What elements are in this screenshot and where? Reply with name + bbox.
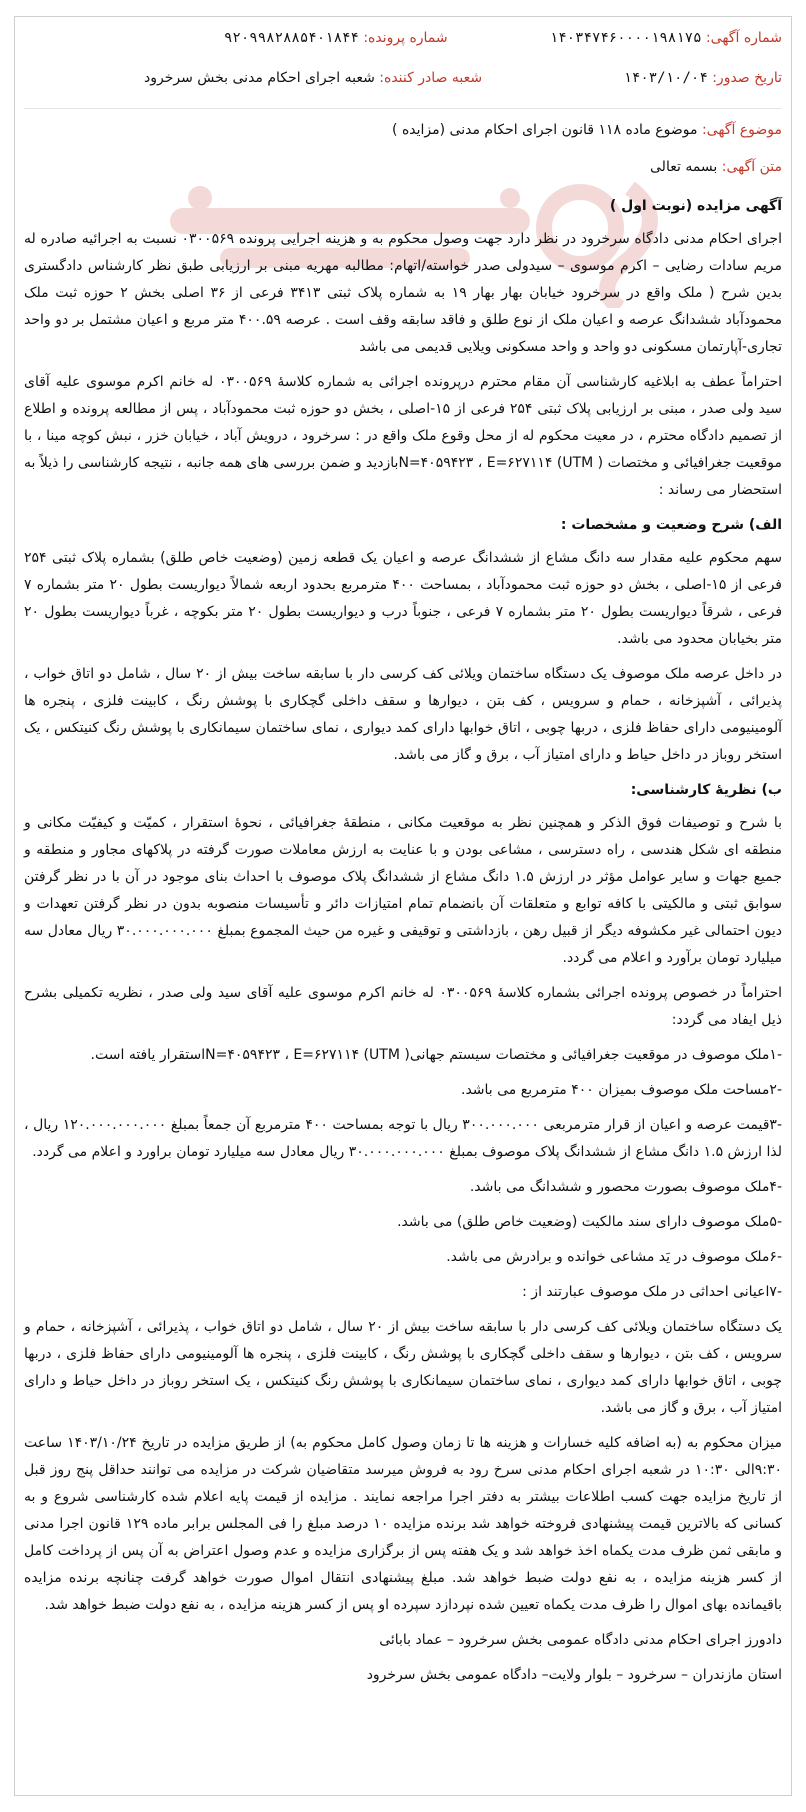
ad-title: آگهی مزایده (نوبت اول ) [609, 198, 782, 214]
issue-date: ۱۴۰۳/۱۰/۰۴ [623, 70, 708, 86]
section-heading-b: ب) نظریهٔ کارشناسی: [630, 782, 782, 798]
paragraph-supplementary: احتراماً در خصوص پرونده اجرائی بشماره کلاسهٔ ۰۳۰۰۵۶۹ له خانم اکرم موسوی علیه آقای سید ولی صدر ، نظریه تکمیلی بشرح ذیل ایفاد می گردد: [24, 985, 782, 1028]
list-item-5: -۵ملک موصوف دارای سند مالکیت (وضعیت خاص طلق) می باشد. [397, 1214, 782, 1230]
issue-date-label: تاریخ صدور: [712, 70, 782, 86]
signature-line: دادورز اجرای احکام مدنی دادگاه عمومی بخش سرخرود – عماد بابائی [379, 1632, 782, 1648]
file-number: ۹۲۰۹۹۸۲۸۸۵۴۰۱۸۴۴ [224, 30, 359, 46]
paragraph-auction-terms: میزان محکوم به (به اضافه کلیه خسارات و هزینه ها تا زمان وصول کامل محکوم به) از طریق مزایده در تاریخ ۱۴۰۳/۱۰/۲۴ ساعت ۹:۳۰الی ۱۰:۳۰ در شعبه اجرای احکام مدنی سرخ رود به فروش میرسد متقاضیان شرکت در مزایده می توانند حداقل پنج روز قبل از تاریخ مزایده جهت کسب اطلاعات بیشتر به دفتر اجرا مراجعه نمایند . مزایده از قیمت پایه اعلام شده کارشناسی شروع و به کسانی که بالاترین قیمت پیشنهادی فروخته خواهد شد برنده مزایده ۱۰ درصد مبلغ را فی المجلس برابر ماده ۱۲۹ قانون اجرا مدنی و مابقی ثمن ظرف مدت یکماه اخذ خواهد شد و یک هفته پس از برگزاری مزایده و عدم وصول اعتراض به آن پس از پرداخت کامل از کسر هزینه مزایده ، به نفع دولت ضبط خواهد شد. مبلغ پیشنهادی انتقال اموال صورت خواهد گرفت چنانچه برنده مزایده باقیمانده بهای اموال را ظرف مدت یکماه تعیین شده نپردازد سپرده او پس از کسر هزینه مزایده ، به نفع دولت ضبط خواهد شد. [24, 1435, 783, 1613]
paragraph-ownership: سهم محکوم علیه مقدار سه دانگ مشاع از ششدانگ عرصه و اعیان یک قطعه زمین (وضعیت خاص طلق) بشماره پلاک ثبتی ۲۵۴ فرعی از ۱۵-اصلی ، بخش دو حوزه ثبت محمودآباد ، بمساحت ۴۰۰ مترمربع بحدود اربعه شمالاً دیواریست بطول ۲۰ متر بشماره ۷ فرعی ، شرقاً دیواریست بطول ۲۰ متر بشماره ۷ فرعی ، جنوباً درب و دیواریست بطول ۲۰ متر بکوچه ، غرباً دیواریست بطول ۲۰ متر بخیابان محدود می باشد. [24, 550, 783, 647]
paragraph-intro: اجرای احکام مدنی دادگاه سرخرود در نظر دارد جهت وصول محکوم به و هزینه اجرایی پرونده ۰۳۰۰۵۶۹ نسبت به اجرائیه صادره له مریم سادات رضایی – اکرم موسوی – سیدولی صدر خواسته/اتهام: مطالبه مهریه مبنی بر ارزیابی طبق نظر کارشناس دادگستری بدین شرح ( ملک واقع در سرخرود خیابان بهار بهار ۱۹ به شماره پلاک ثبتی ۳۴۱۳ فرعی از ۳۶ اصلی بخش ۲ حوزه ثبت ملک محمودآباد ششدانگ عرصه و اعیان ملک از نوع طلق و فاقد سابقه وقف است . عرصه ۴۰۰.۵۹ متر مربع و اعیان مشتمل بر دو واحد تجاری-آپارتمان مسکونی دو واحد و واحد مسکونی ویلایی قدیمی می باشد [24, 231, 782, 355]
issuer-row [144, 70, 482, 86]
text-label: متن آگهی: [721, 159, 782, 175]
issuer: شعبه اجرای احکام مدنی بخش سرخرود [144, 70, 375, 86]
paragraph-building: در داخل عرصه ملک موصوف یک دستگاه ساختمان ویلائی کف کرسی دار با سابقه ساخت بیش از ۲۰ سال ، شامل دو اتاق خواب ، پذیرائی ، آشپزخانه ، حمام و سرویس ، کف بتن ، دیوارها و سقف داخلی گچکاری با پوشش رنگ ، کابینت فلزی ، پنجره ها آلومینیومی دارای حفاظ فلزی ، دربها چوبی ، اتاق خوابها دارای کمد دیواری ، نمای ساختمان سیمانکاری با پوشش رنگ کنیتکس ، یک استخر روباز در داخل حیاط و دارای امتیاز آب ، برق و گاز می باشد. [24, 666, 782, 763]
list-item-6: -۶ملک موصوف در یَد مشاعی خوانده و برادرش می باشد. [446, 1249, 782, 1265]
text-label-row [24, 154, 782, 181]
paragraph-structures: یک دستگاه ساختمان ویلائی کف کرسی دار با سابقه ساخت بیش از ۲۰ سال ، شامل دو اتاق خواب ، پذیرائی ، آشپزخانه ، حمام و سرویس ، کف بتن ، دیوارها و سقف داخلی گچکاری با پوشش رنگ ، کابینت فلزی ، پنجره ها آلومینیومی دارای حفاظ فلزی ، دربها چوبی ، اتاق خوابها دارای کمد دیواری ، نمای ساختمان سیمانکاری با پوشش رنگ کنیتکس ، یک استخر روباز در داخل حیاط و دارای امتیاز آب ، برق و گاز می باشد. [24, 1319, 782, 1416]
file-number-label: شماره پرونده: [363, 30, 448, 46]
list-item-7: -۷اعیانی احداثی در ملک موصوف عبارتند از : [522, 1284, 782, 1300]
list-item-2: -۲مساحت ملک موصوف بمیزان ۴۰۰ مترمربع می باشد. [461, 1082, 782, 1098]
address-line: استان مازندران – سرخرود – بلوار ولایت– دادگاه عمومی بخش سرخرود [366, 1667, 782, 1683]
list-item-4: -۴ملک موصوف بصورت محصور و ششدانگ می باشد. [469, 1179, 782, 1195]
list-item-3: -۳قیمت عرصه و اعیان از قرار مترمربعی ۳۰۰.۰۰۰.۰۰۰ ریال با توجه بمساحت ۴۰۰ مترمربع آن جمعاً بمبلغ ۱۲۰.۰۰۰.۰۰۰.۰۰۰ ریال ، لذا ارزش ۱.۵ دانگ مشاع از ششدانگ پلاک موصوف بمبلغ ۳۰.۰۰۰.۰۰۰.۰۰۰ ریال معادل سه میلیارد تومان براورد و اعلام می گردد. [24, 1117, 783, 1160]
subject-row [24, 122, 782, 138]
header-divider [24, 108, 782, 109]
ad-header [24, 20, 782, 105]
section-heading-a: الف) شرح وضعیت و مشخصات : [560, 517, 782, 533]
list-item-1: -۱ملک موصوف در موقعیت جغرافیائی و مختصات سیستم جهانی( N=۴۰۵۹۴۲۳ ، E=۶۲۷۱۱۴ (UTMاستقرار یافته است. [90, 1047, 782, 1063]
issuer-label: شعبه صادر کننده: [379, 70, 483, 86]
ad-number: ۱۴۰۳۴۷۴۶۰۰۰۰۱۹۸۱۷۵ [549, 30, 702, 46]
paragraph-valuation: با شرح و توصیفات فوق الذکر و همچنین نظر به موقعیت مکانی ، منطقهٔ جغرافیائی ، نحوهٔ استقرار ، کمیّت و کیفیّت مکانی و منطقه ای شکل هندسی ، راه دسترسی ، مشاعی بودن و با عنایت به ارزش معاملات صورت گرفته در پلاکهای مجاور و منطقه و جمیع جهات و سایر عوامل مؤثر در ارزش ۱.۵ دانگ مشاع از ششدانگ پلاک موصوف با احداث بنای موجود در آن با در نظر گرفتن سوابق ثبتی و مالکیتی با کافه توابع و متعلقات آن بانضمام تمام امتیازات دائر و تأسیسات منصوبه بدون در نظر گرفتن تعهدات و دیون احتمالی غیر مکشوفه دیگر از قبیل رهن ، بازداشتی و توقیفی و غیره من حیث المجموع بمبلغ ۳۰.۰۰۰.۰۰۰.۰۰۰ ریال معادل سه میلیارد تومان برآورد و اعلام می گردد. [24, 815, 782, 966]
file-number-row [224, 30, 448, 46]
ad-number-label: شماره آگهی: [705, 30, 782, 46]
subject-label: موضوع آگهی: [701, 122, 782, 138]
text-label-value: بسمه تعالی [650, 159, 718, 175]
subject-value: موضوع ماده ۱۱۸ قانون اجرای احکام مدنی (مزایده ) [392, 122, 698, 138]
ad-number-row [550, 30, 782, 46]
ad-body [24, 154, 782, 1697]
issue-date-row [623, 70, 782, 86]
paragraph-expert-notice: احتراماً عطف به ابلاغیه کارشناسی آن مقام محترم درپرونده اجرائی به شماره کلاسهٔ ۰۳۰۰۵۶۹ له خانم اکرم موسوی علیه آقای سید ولی صدر ، مبنی بر ارزیابی پلاک ثبتی ۲۵۴ فرعی از ۱۵-اصلی ، بخش دو حوزه ثبت محمودآباد ، پس از مطالعه پرونده و اطلاع از تصمیم دادگاه محترم ، در معیت محکوم له از محل وقوع ملک واقع در : سرخرود ، درویش آباد ، خیابان خزر ، نبش کوچه مینا ، با موقعیت جغرافیائی و مختصات ( N=۴۰۵۹۴۲۳ ، E=۶۲۷۱۱۴ (UTMبازدید و ضمن بررسی های همه جانبه ، نتیجه کارشناسی را ذیلاً به استحضار می رساند : [24, 374, 782, 498]
